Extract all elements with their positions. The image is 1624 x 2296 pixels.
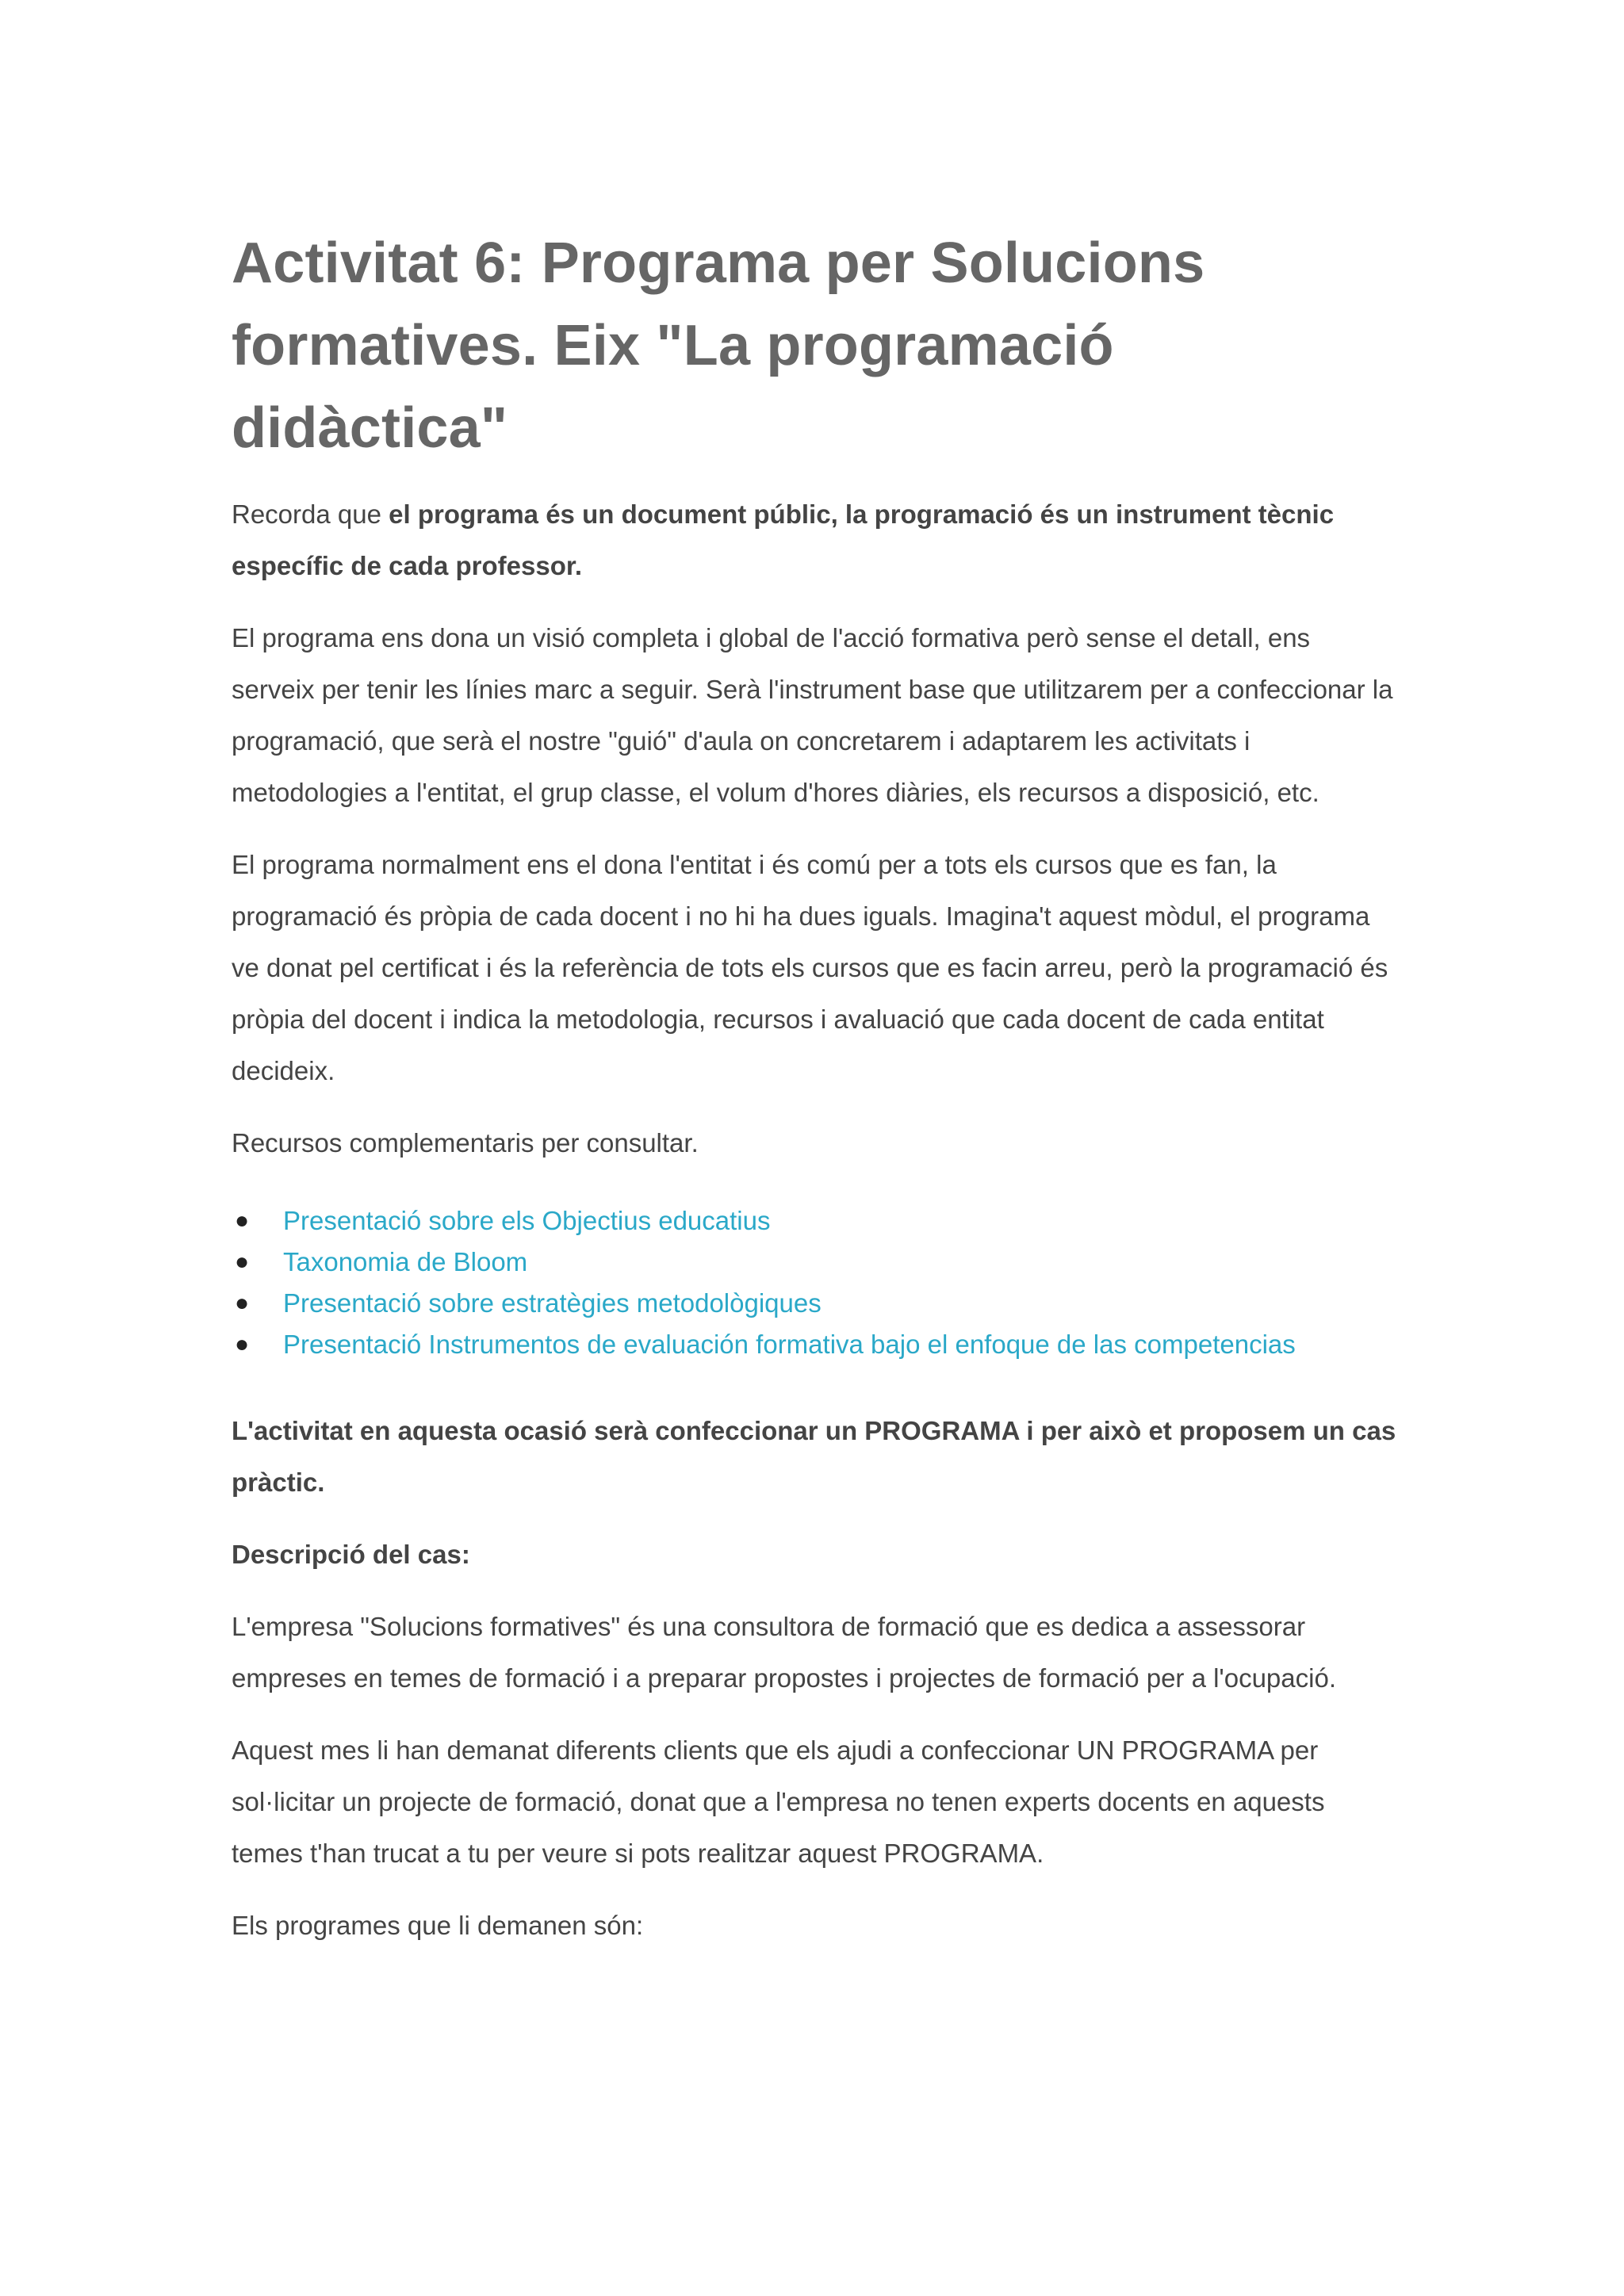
case-heading-text: Descripció del cas:: [232, 1540, 470, 1569]
activity-statement: [232, 1405, 1397, 1508]
intro-paragraph: [232, 488, 1397, 591]
case-paragraph-empresa: L'empresa "Solucions formatives" és una consultora de formació que es dedica a assessorar empreses en temes de formació i a preparar propostes i projectes de formació per a l'ocupació.: [232, 1612, 1336, 1693]
case-heading: [232, 1529, 1397, 1580]
link-taxonomia-bloom[interactable]: Taxonomia de Bloom: [283, 1247, 528, 1276]
link-objectius-educatius[interactable]: Presentació sobre els Objectius educatius: [283, 1206, 771, 1235]
paragraph-programa-vision: El programa ens dona un visió completa i global de l'acció formativa però sense el detall, ens serveix per tenir les línies marc a seguir. Serà l'instrument base que utilitzarem per a confeccionar la programació, que serà el nostre "guió" d'aula on concretarem i adaptarem les activitats i metodologies a l'entitat, el grup classe, el volum d'hores diàries, els recursos a disposició, etc.: [232, 623, 1393, 807]
bullet-icon: ●: [235, 1331, 250, 1357]
link-instrumentos-evaluacion[interactable]: Presentació Instrumentos de evaluación formativa bajo el enfoque de las competencias: [283, 1330, 1296, 1359]
bullet-icon: ●: [235, 1249, 250, 1275]
bullet-icon: ●: [235, 1290, 250, 1316]
paragraph-recursos: Recursos complementaris per consultar.: [232, 1128, 699, 1158]
paragraph-programa-entitat: El programa normalment ens el dona l'entitat i és comú per a tots els cursos que es fan, la programació és pròpia de cada docent i no hi ha dues iguals. Imagina't aquest mòdul, el programa ve donat pel certificat i és la referència de tots els cursos que es facin arreu, però la programació és pròpia del docent i indica la metodologia, recursos i avaluació que cada docent de cada entitat decideix.: [232, 850, 1388, 1085]
link-estrategies-metodologiques[interactable]: Presentació sobre estratègies metodològiques: [283, 1288, 822, 1318]
activity-bold-text: L'activitat en aquesta ocasió serà confeccionar un PROGRAMA i per això et proposem un cas pràctic.: [232, 1416, 1396, 1497]
list-item: [232, 1200, 1397, 1242]
bullet-icon: ●: [235, 1207, 250, 1234]
list-item: [232, 1324, 1397, 1365]
list-item: [232, 1242, 1397, 1283]
document-page: [232, 222, 1397, 1951]
intro-prefix: Recorda que: [232, 499, 389, 529]
case-paragraph-clients: Aquest mes li han demanat diferents clients que els ajudi a confeccionar UN PROGRAMA per sol·licitar un projecte de formació, donat que a l'empresa no tenen experts docents en aquests temes t'han trucat a tu per veure si pots realitzar aquest PROGRAMA.: [232, 1735, 1325, 1868]
page-title: Activitat 6: Programa per Solucions formatives. Eix "La programació didàctica": [232, 232, 1205, 460]
list-item: [232, 1283, 1397, 1324]
resource-links-list: [232, 1200, 1397, 1365]
case-paragraph-programes: Els programes que li demanen són:: [232, 1911, 644, 1940]
intro-bold-text: el programa és un document públic, la programació és un instrument tècnic específic de cada professor.: [232, 499, 1335, 580]
